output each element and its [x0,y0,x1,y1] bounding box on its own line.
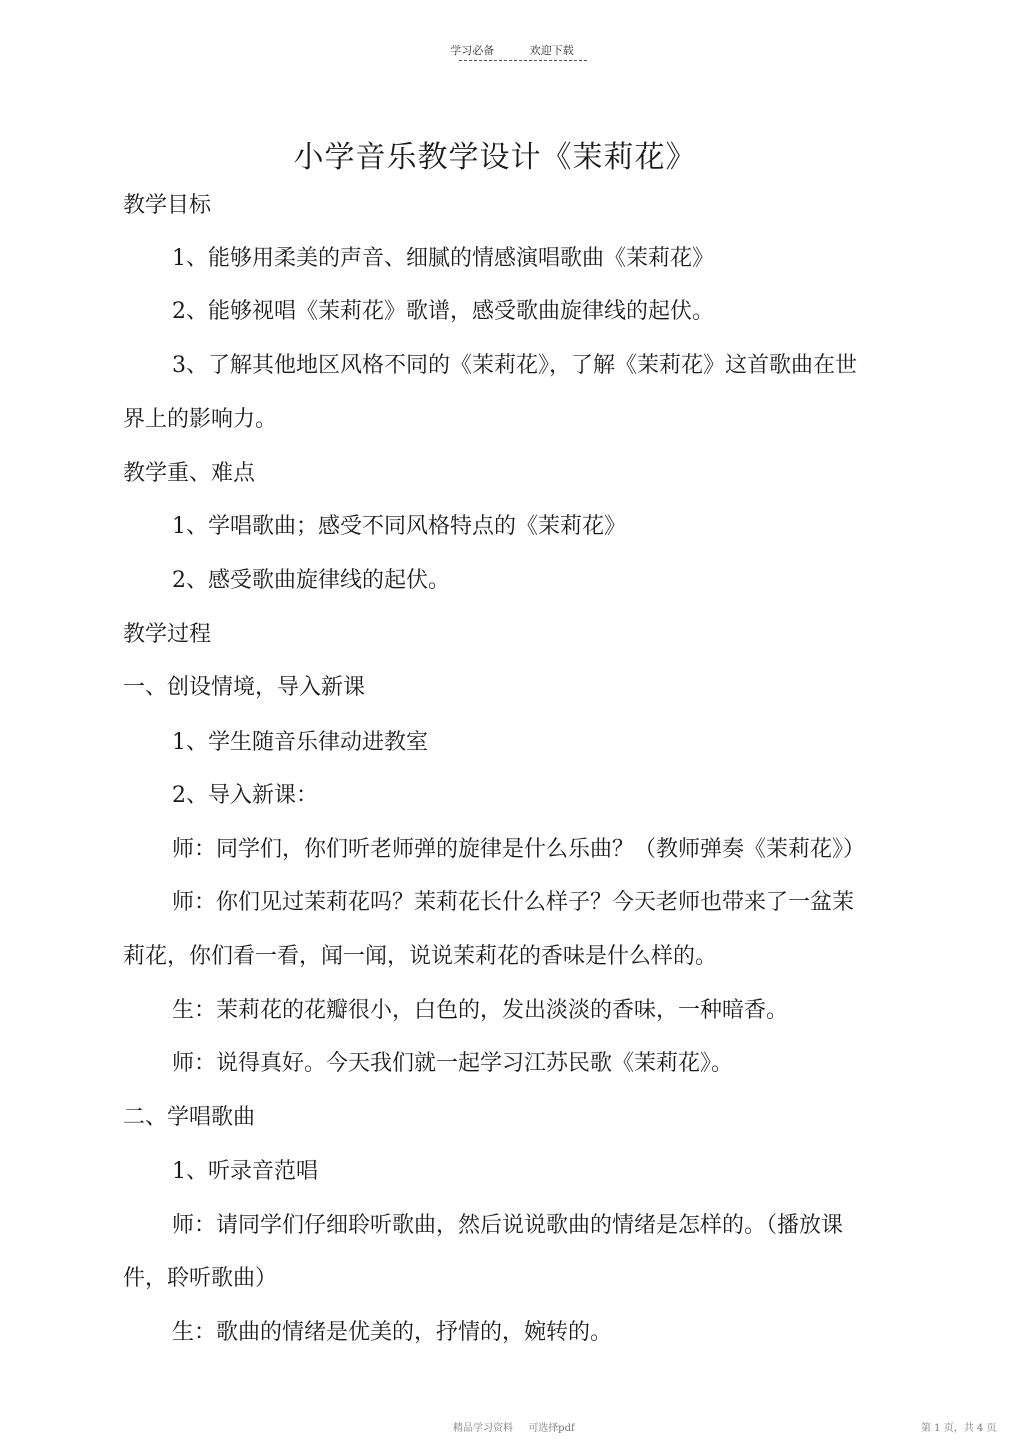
paragraph-line: 师：同学们，你们听老师弹的旋律是什么乐曲？（教师弹奏《茉莉花》） [172,837,866,862]
paragraph-line: 3、了解其他地区风格不同的《茉莉花》，了解《茉莉花》这首歌曲在世 [172,353,857,378]
page-footer-note [453,1419,587,1434]
paragraph-line: 1、能够用柔美的声音、细腻的情感演唱歌曲《茉莉花》 [172,246,714,271]
paragraph-line: 2、感受歌曲旋律线的起伏。 [172,568,450,593]
paragraph-line: 件，聆听歌曲） [123,1266,278,1291]
section-heading: 教学过程 [123,622,212,647]
paragraph-line: 1、听录音范唱 [172,1159,318,1184]
subsection-heading: 二、学唱歌曲 [123,1105,256,1130]
header-right-text: 欢迎下载 [529,44,574,57]
page-header [0,42,1024,58]
header-left-text: 学习必备 [450,44,495,57]
paragraph-line: 师：你们见过茉莉花吗？茉莉花长什么样子？今天老师也带来了一盆茉 [172,890,855,915]
header-divider [459,60,587,61]
paragraph-line: 1、学唱歌曲；感受不同风格特点的《茉莉花》 [172,514,626,539]
section-heading: 教学重、难点 [123,461,256,486]
paragraph-line: 师：说得真好。今天我们就一起学习江苏民歌《茉莉花》。 [172,1051,734,1076]
paragraph-line: 2、导入新课： [172,783,318,808]
paragraph-line: 界上的影响力。 [123,407,278,432]
paragraph-line: 1、学生随音乐律动进教室 [172,730,428,755]
paragraph-line: 师：请同学们仔细聆听歌曲，然后说说歌曲的情绪是怎样的。（播放课 [172,1213,844,1238]
footer-text-1: 精品学习资料 [453,1423,513,1434]
subsection-heading: 一、创设情境，导入新课 [123,675,366,700]
paragraph-line: 生：歌曲的情绪是优美的，抒情的，婉转的。 [172,1320,613,1345]
section-heading: 教学目标 [123,193,212,218]
footer-text-2: 可选择pdf [528,1423,575,1434]
paragraph-line: 莉花，你们看一看，闻一闻，说说茉莉花的香味是什么样的。 [123,944,718,969]
paragraph-line: 2、能够视唱《茉莉花》歌谱，感受歌曲旋律线的起伏。 [172,299,714,324]
paragraph-line: 生：茉莉花的花瓣很小，白色的，发出淡淡的香味，一种暗香。 [172,998,789,1023]
document-title: 小学音乐教学设计《茉莉花》 [293,140,697,175]
page-number: 第 1 页，共 4 页 [921,1423,997,1434]
